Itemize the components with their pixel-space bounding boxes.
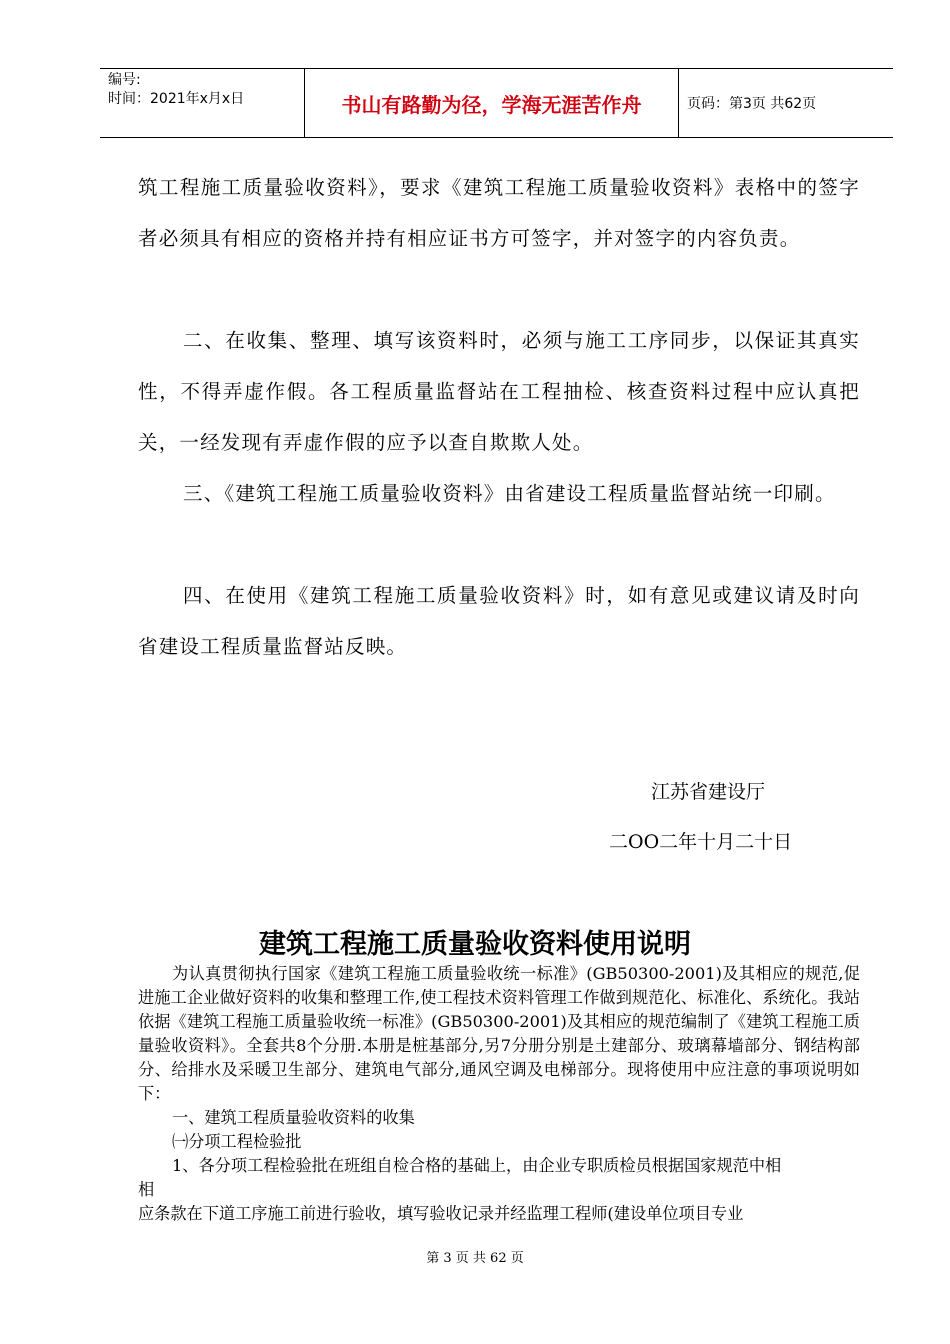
header-page-info: 页码：第3页 共62页: [687, 96, 817, 112]
header-divider: [678, 69, 679, 137]
item-text: 1、各分项工程检验批在班组自检合格的基础上，由企业专职质检员根据国家规范中相: [172, 1156, 782, 1175]
notice-paragraph: 二、在收集、整理、填写该资料时，必须与施工工序同步，以保证其真实性，不得弄虚作假。各工程质量监督站在工程抽检、核查资料过程中应认真把关，一经发现有弄虚作假的应予以查自欺欺人处。: [138, 329, 860, 454]
page-footer: 第 3 页 共 62 页: [426, 1251, 524, 1266]
page-header: [100, 68, 893, 138]
notice-issuer: 江苏省建设厅: [651, 781, 766, 803]
notice-paragraph: 筑工程施工质量验收资料》，要求《建筑工程施工质量验收资料》表格中的签字者必须具有相应的资格并持有相应证书方可签字，并对签字的内容负责。: [138, 176, 860, 250]
instructions-intro: 为认真贯彻执行国家《建筑工程施工质量验收统一标准》(GB50300-2001)及其相应的规范,促进施工企业做好资料的收集和整理工作,使工程技术资料管理工作做到规范化、标准化、系统化。我站依据《建筑工程施工质量验收统一标准》(GB50300-2001)及其相应的规范编制了《建筑工程施工质量验收资料》。全套共8个分册.本册是桩基部分,另7分册分别是土建部分、玻璃幕墙部分、钢结构部分、给排水及采暖卫生部分、建筑电气部分,通风空调及电梯部分。现将使用中应注意的事项说明如下：: [138, 964, 860, 1103]
notice-paragraph: 三、《建筑工程施工质量验收资料》由省建设工程质量监督站统一印刷。: [183, 482, 836, 505]
instructions-body: [138, 962, 860, 1226]
subsection-heading: ㈠分项工程检验批: [172, 1132, 302, 1151]
document-number-label: 编号:: [108, 72, 141, 88]
section-heading: 一、建筑工程质量验收资料的收集: [172, 1108, 415, 1127]
notice-date: 二OO二年十月二十日: [609, 831, 793, 853]
document-title: 建筑工程施工质量验收资料使用说明: [259, 929, 691, 960]
header-meta: [108, 71, 304, 109]
item-text: 应条款在下道工序施工前进行验收，填写验收记录并经监理工程师(建设单位项目专业: [138, 1204, 744, 1223]
document-time-label: 时间：2021年x月x日: [108, 91, 245, 107]
header-motto: 书山有路勤为径，学海无涯苦作舟: [341, 93, 642, 117]
item-text-continuation: 相: [138, 1180, 155, 1199]
notice-paragraph: 四、在使用《建筑工程施工质量验收资料》时，如有意见或建议请及时向省建设工程质量监督站反映。: [138, 584, 860, 658]
